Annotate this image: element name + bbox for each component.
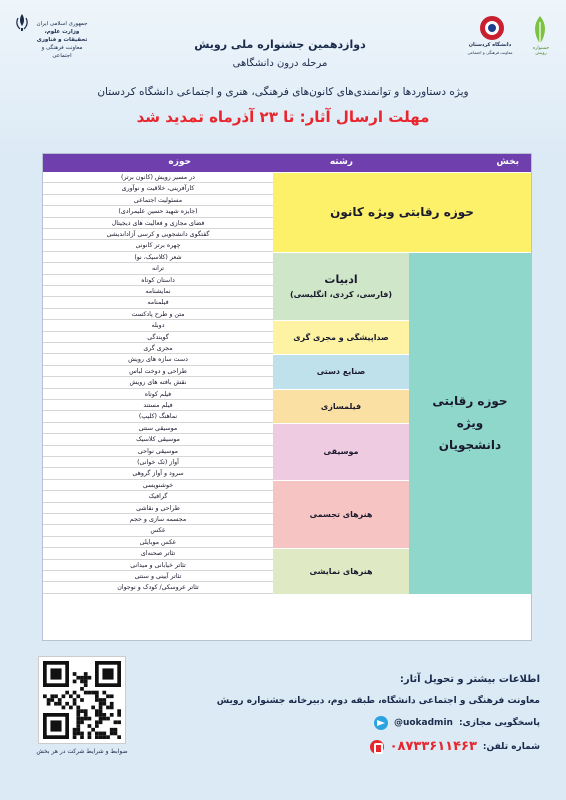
reshte-label: ادبیات [324, 273, 358, 287]
table-row: ترانه [43, 263, 273, 274]
header-hoze: حوزه [168, 157, 191, 167]
reshte-cell [273, 389, 409, 423]
table-row: فیلمنامه [43, 297, 273, 308]
title-description: ویژه دستاوردها و توانمندی‌های کانون‌های فرهنگی، هنری و اجتماعی دانشگاه کردستان [97, 86, 469, 98]
table-row: فیلم مستند [43, 400, 273, 411]
table-header [43, 154, 531, 172]
reshte-cell [273, 252, 409, 320]
table-row: نماهنگ (کلیپ) [43, 411, 273, 422]
logo-left-line: جمهوری اسلامی ایران [36, 21, 88, 27]
table-row: دوبله [43, 320, 273, 331]
support-label: پاسخگویی مجازی: [458, 718, 540, 728]
logo-left-line: معاونت فرهنگی و اجتماعی [41, 45, 83, 59]
table-row: موسیقی سنتی [43, 423, 273, 434]
table-row: فضای مجازی و فعالیت های دیجیتال [43, 218, 273, 229]
phone-icon [370, 740, 384, 754]
reshte-label: حوزه رقابتی ویژه کانون [330, 205, 474, 220]
table-row: مسئولیت اجتماعی [43, 195, 273, 206]
table-row: تئاتر عروسکی/ کودک و نوجوان [43, 582, 273, 593]
reshte-cell [273, 423, 409, 480]
festival-name: جشنواره رویش [532, 46, 550, 56]
table-row: خوشنویسی [43, 480, 273, 491]
table-row: داستان کوتاه [43, 275, 273, 286]
footer-info [190, 674, 540, 754]
reshte-cell [273, 548, 409, 594]
table-row: نقش بافته های رویش [43, 377, 273, 388]
qr-caption: ضوابط و شرایط شرکت در هر بخش [36, 748, 128, 755]
reshte-cell [273, 172, 531, 252]
reshte-label: فیلمسازی [320, 401, 362, 411]
table-row: مجری گری [43, 343, 273, 354]
ministry-logo [12, 10, 90, 70]
table-row: طراحی و نقاشی [43, 503, 273, 514]
telegram-icon [374, 716, 388, 730]
bakhsh-cell [409, 252, 531, 594]
phone-label: شماره تلفن: [482, 741, 540, 752]
table-row: سرود و آواز گروهی [43, 468, 273, 479]
support-row [190, 716, 540, 730]
categories-table [42, 153, 532, 641]
table-row: نمایشنامه [43, 286, 273, 297]
address-text: معاونت فرهنگی و اجتماعی دانشگاه، طبقه دوم، دبیرخانه جشنواره رویش [216, 696, 540, 706]
table-row: آواز (تک خوانی) [43, 457, 273, 468]
title-festival: دوازدهمین جشنواره ملی رویش [194, 38, 366, 51]
table-row: (جایزه شهید حسین علیمرادی) [43, 206, 273, 217]
table-row: فیلم کوتاه [43, 389, 273, 400]
table-row: گفتگوی دانشجویی و کرسی آزاداندیشی [43, 229, 273, 240]
logo-left-line: وزارت علوم، تحقیقات و فناوری [36, 29, 88, 43]
table-row: موسیقی نواحی [43, 446, 273, 457]
reshte-cell [273, 354, 409, 388]
table-row: گرافیک [43, 491, 273, 502]
title-stage: مرحله درون دانشگاهی [232, 58, 328, 69]
reshte-label: موسیقی [323, 447, 359, 457]
university-logos [452, 10, 552, 70]
reshte-label: صنایع دستی [316, 367, 366, 377]
table-row: تئاتر خیابانی و میدانی [43, 560, 273, 571]
phone-row [190, 739, 540, 754]
table-row: عکس [43, 525, 273, 536]
qr-code-icon [43, 661, 121, 739]
deadline-banner: مهلت ارسال آثار: تا ۲۳ آذرماه تمدید شد [136, 108, 430, 126]
header-reshte: رشته [329, 157, 353, 167]
reshte-label: هنرهای تجسمی [309, 509, 373, 519]
table-row: متن و طرح پادکست [43, 309, 273, 320]
table-row: تئاتر صحنه‌ای [43, 548, 273, 559]
reshte-cell [273, 320, 409, 354]
table-row: شعر (کلاسیک، نو) [43, 252, 273, 263]
table-row: طراحی و دوخت لباس [43, 366, 273, 377]
qr-code[interactable] [38, 656, 126, 744]
festival-leaf-icon [452, 10, 552, 70]
bakhsh-label: حوزه رقابتی ویژه دانشجویان [432, 394, 508, 453]
table-row: در مسیر رویش (کانون برتر) [43, 172, 273, 183]
table-row: دست سازه های رویش [43, 354, 273, 365]
table-row: کارآفرینی، خلاقیت و نوآوری [43, 183, 273, 194]
reshte-label: صداپیشگی و مجری گری [293, 333, 389, 343]
table-row: چهره برتر کانونی [43, 240, 273, 251]
header-bakhsh: بخش [496, 157, 519, 167]
support-handle[interactable]: @uokadmin [393, 718, 453, 728]
reshte-label: هنرهای نمایشی [309, 566, 373, 576]
info-title: اطلاعات بیشتر و تحویل آثار: [399, 674, 540, 685]
reshte-sublabel: (فارسی، کردی، انگلیسی) [290, 290, 392, 300]
table-row: تئاتر آیینی و سنتی [43, 571, 273, 582]
reshte-cell [273, 480, 409, 548]
university-sub: معاونت فرهنگی و اجتماعی [467, 50, 513, 55]
university-name: دانشگاه کردستان [468, 42, 512, 48]
table-row: گویندگی [43, 332, 273, 343]
phone-number[interactable]: ۰۸۷۳۳۶۱۱۴۶۳ [389, 739, 477, 754]
table-row: موسیقی کلاسیک [43, 434, 273, 445]
table-row: عکس موبایلی [43, 537, 273, 548]
table-row: مجسمه سازی و حجم [43, 514, 273, 525]
